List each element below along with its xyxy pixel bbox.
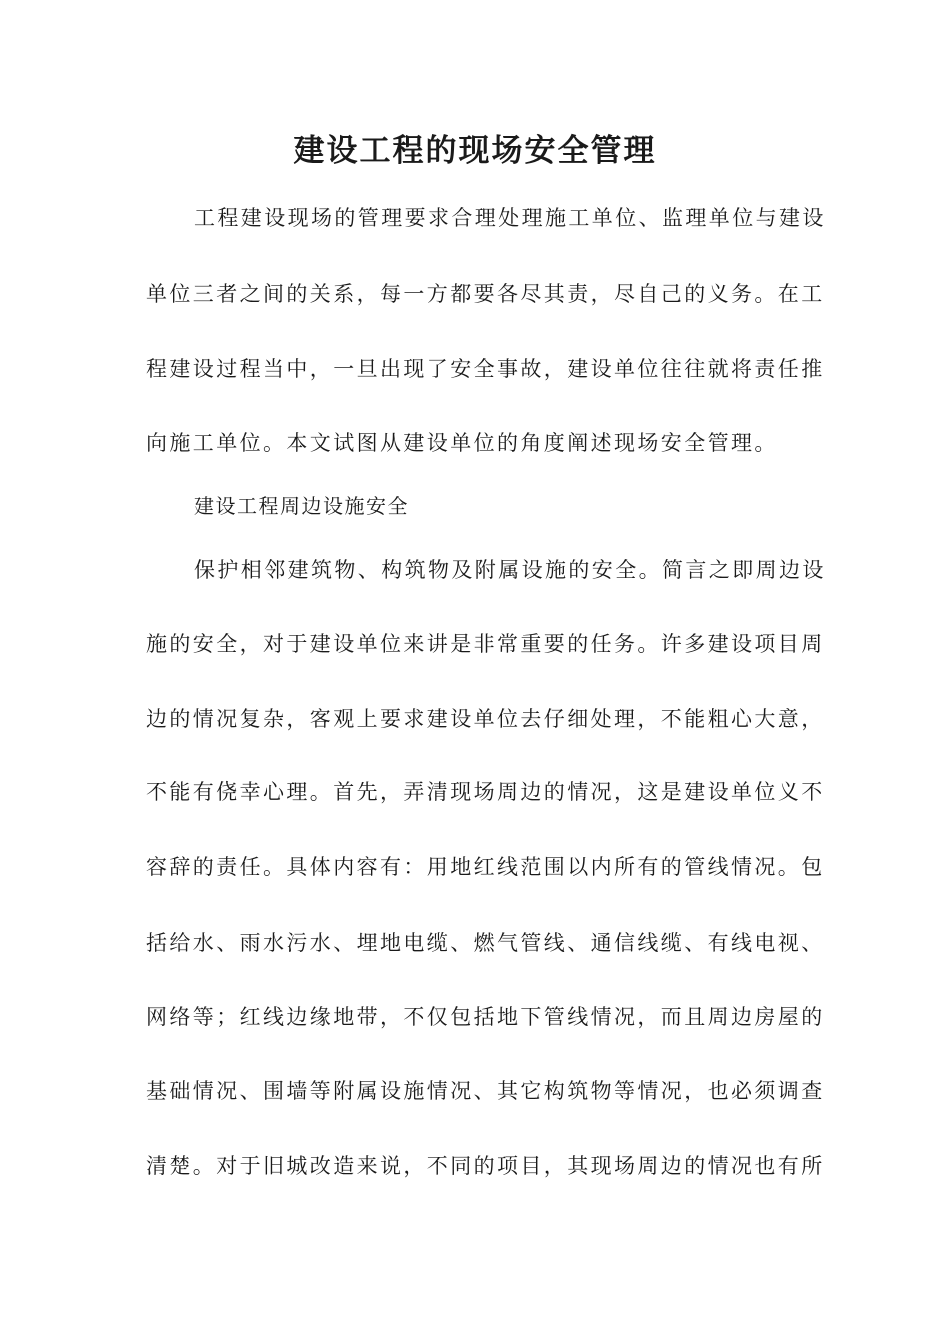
section-heading: 建设工程周边设施安全 (194, 494, 409, 518)
document-title: 建设工程的现场安全管理 (293, 133, 657, 169)
paragraph-2-line-1: 保护相邻建筑物、构筑物及附属设施的安全。简言之即周边设 (194, 558, 826, 582)
paragraph-1-line-1: 工程建设现场的管理要求合理处理施工单位、监理单位与建设 (194, 206, 826, 230)
paragraph-2-line-8: 基础情况、围墙等附属设施情况、其它构筑物等情况，也必须调查 (146, 1079, 825, 1103)
paragraph-1-line-4: 向施工单位。本文试图从建设单位的角度阐述现场安全管理。 (146, 431, 778, 455)
paragraph-2-line-7: 网络等；红线边缘地带，不仅包括地下管线情况，而且周边房屋的 (146, 1005, 825, 1029)
paragraph-2-line-4: 不能有侥幸心理。首先，弄清现场周边的情况，这是建设单位义不 (146, 780, 825, 804)
paragraph-2-line-9: 清楚。对于旧城改造来说，不同的项目，其现场周边的情况也有所 (146, 1154, 825, 1178)
paragraph-2-line-2: 施的安全，对于建设单位来讲是非常重要的任务。许多建设项目周 (146, 632, 825, 656)
paragraph-1-line-2: 单位三者之间的关系，每一方都要各尽其责，尽自己的义务。在工 (146, 282, 825, 306)
paragraph-1-line-3: 程建设过程当中，一旦出现了安全事故，建设单位往往就将责任推 (146, 357, 825, 381)
paragraph-2-line-5: 容辞的责任。具体内容有：用地红线范围以内所有的管线情况。包 (146, 855, 825, 879)
paragraph-2-line-6: 括给水、雨水污水、埋地电缆、燃气管线、通信线缆、有线电视、 (146, 931, 825, 955)
paragraph-2-line-3: 边的情况复杂，客观上要求建设单位去仔细处理，不能粗心大意， (146, 707, 825, 731)
